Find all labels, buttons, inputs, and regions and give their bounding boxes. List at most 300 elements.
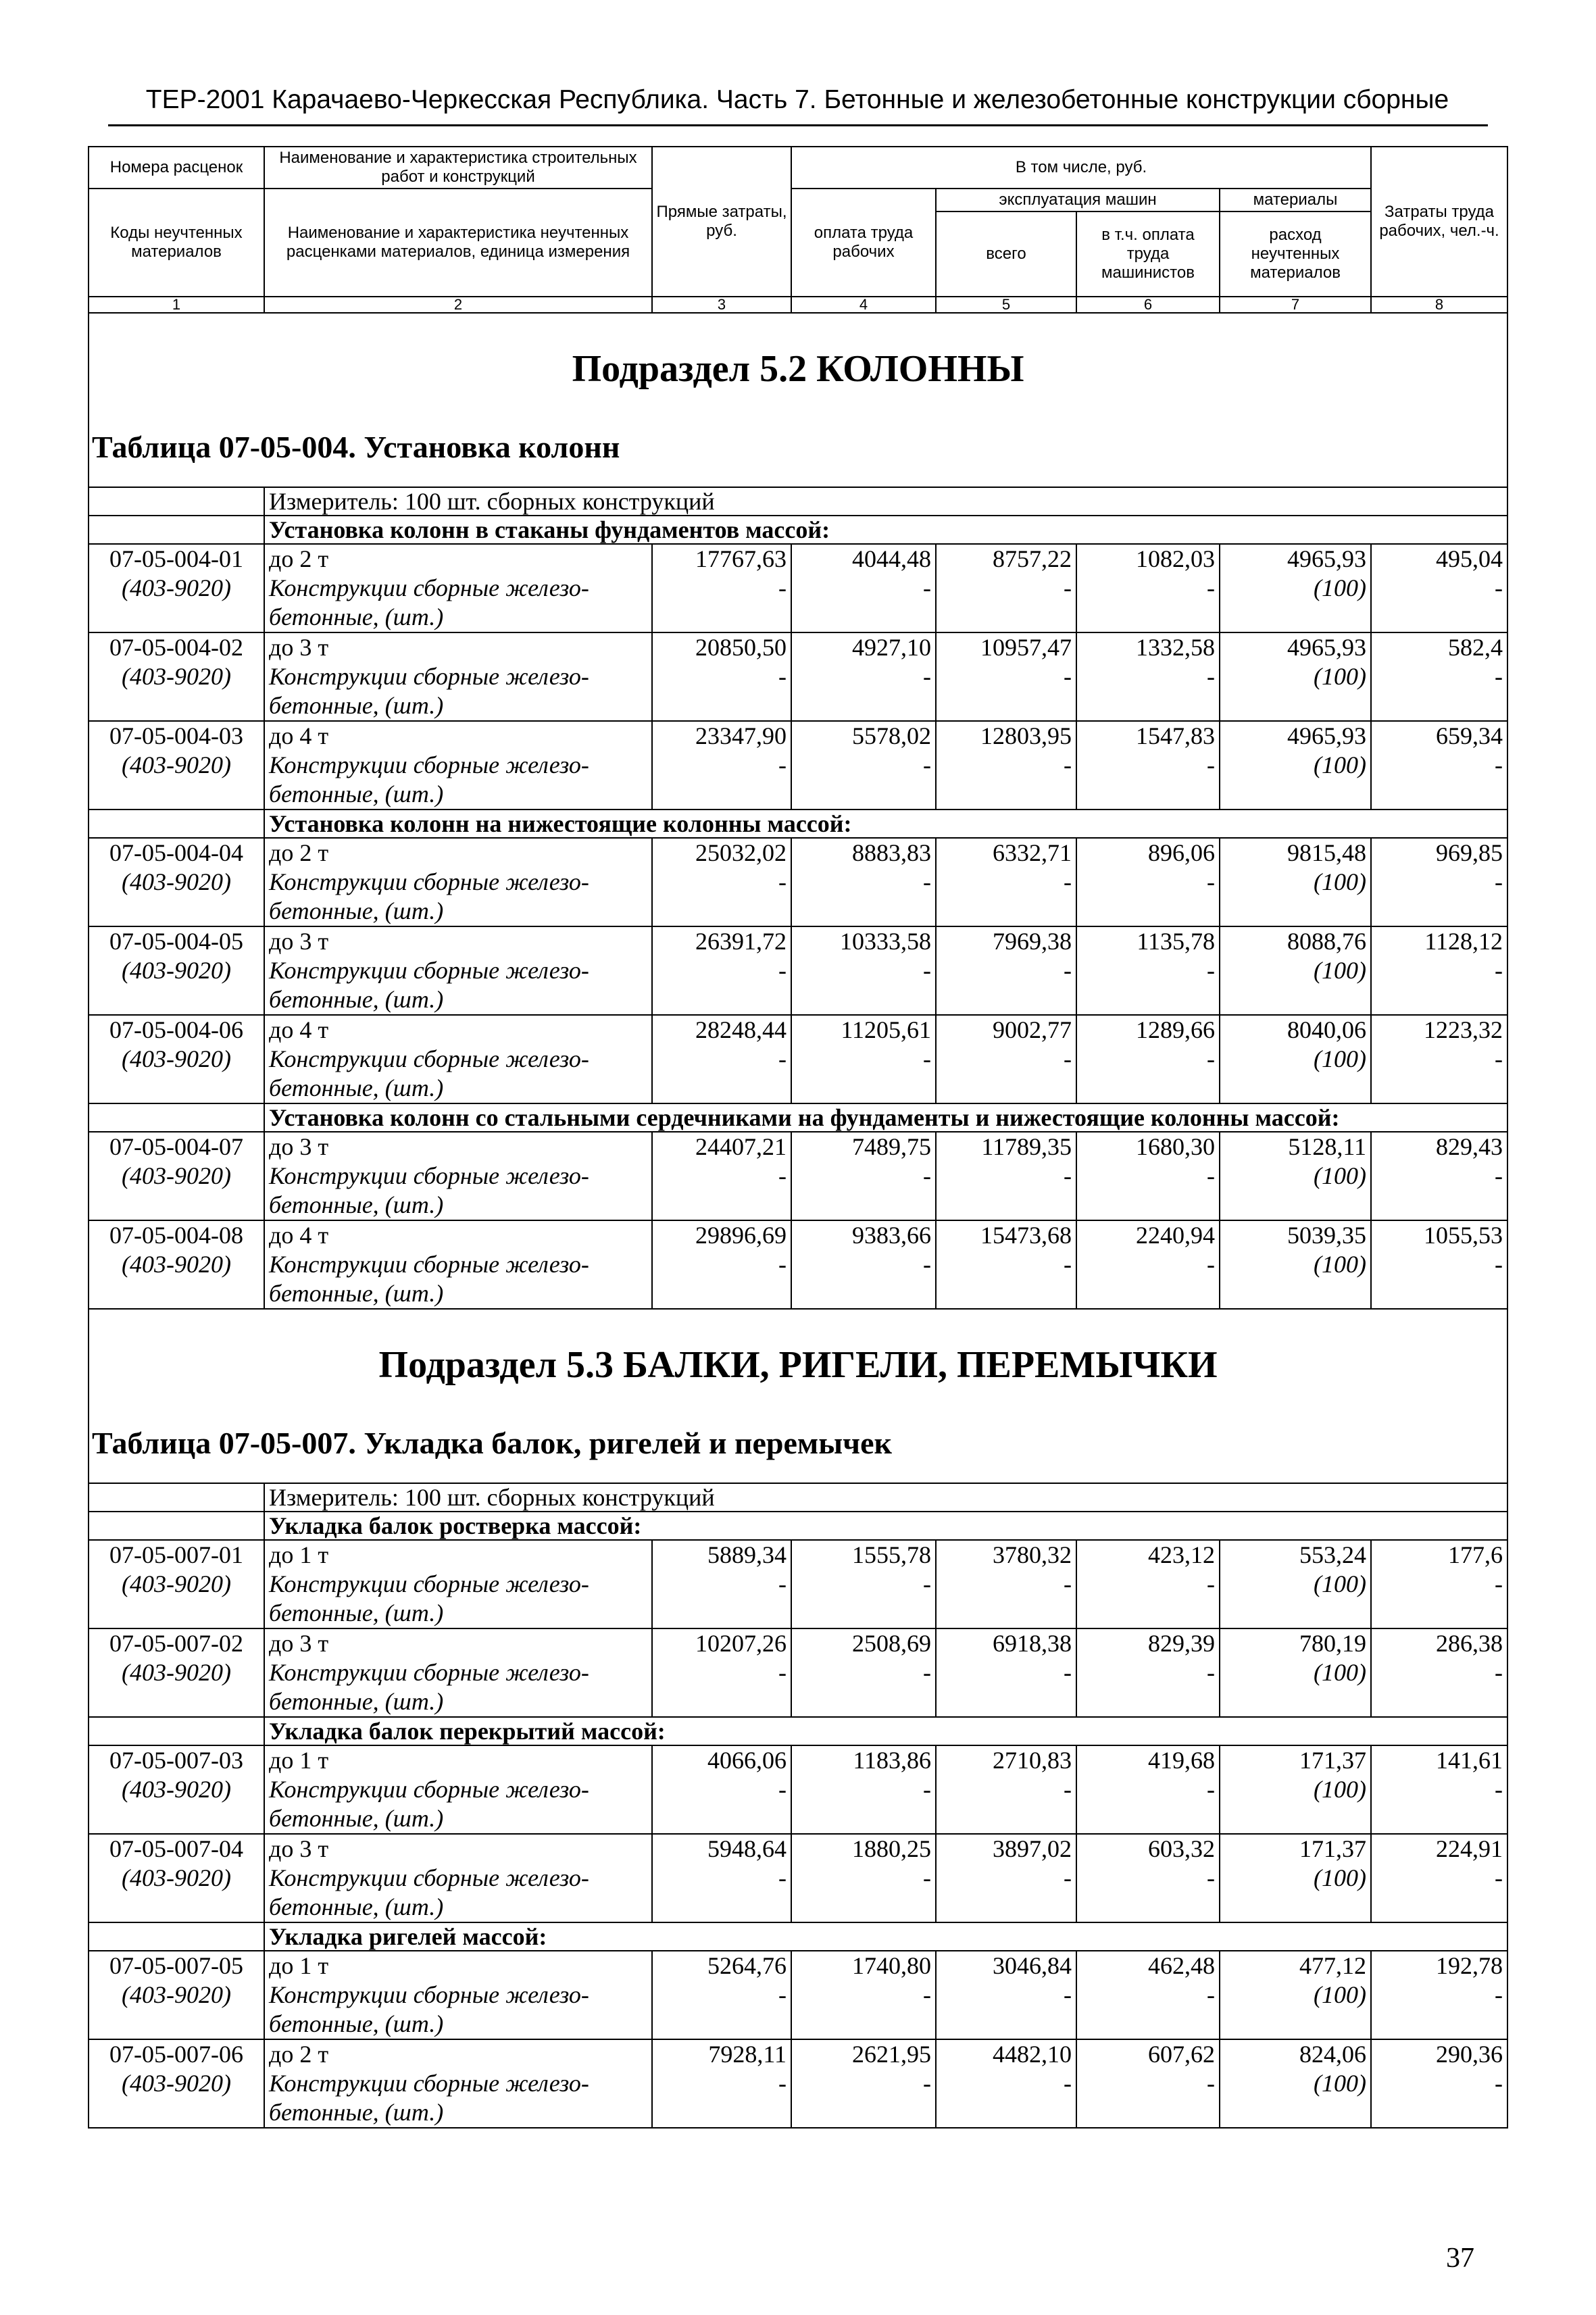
cell-m6: - xyxy=(1076,662,1220,691)
cell-m3: - xyxy=(652,1045,791,1074)
cell-m4: - xyxy=(791,1864,936,1893)
cell-m4: - xyxy=(791,868,936,897)
table-row xyxy=(89,721,1507,751)
table-row xyxy=(89,1834,1507,1864)
material-name-1: Конструкции сборные железо- xyxy=(264,956,652,985)
cell-m8: - xyxy=(1371,1570,1507,1599)
cell-c6: 1680,30 xyxy=(1076,1132,1220,1162)
rate-code: 07-05-004-03 xyxy=(89,721,264,751)
empty-cell xyxy=(936,1074,1076,1103)
cell-m4: - xyxy=(791,2069,936,2098)
cell-m5: - xyxy=(936,868,1076,897)
cell-c8: 224,91 xyxy=(1371,1834,1507,1864)
cell-m7: (100) xyxy=(1220,1045,1371,1074)
empty-cell xyxy=(1371,603,1507,632)
empty-cell xyxy=(1076,1599,1220,1628)
cell-m5: - xyxy=(936,662,1076,691)
empty-cell xyxy=(791,1191,936,1220)
cell-c6: 1332,58 xyxy=(1076,632,1220,662)
header-rule xyxy=(108,124,1488,126)
table-title: Таблица 07-05-007. Укладка балок, ригелей и перемычек xyxy=(89,1411,1507,1483)
empty-cell xyxy=(1371,1599,1507,1628)
empty-cell xyxy=(791,603,936,632)
empty-cell xyxy=(1076,2010,1220,2039)
cell-m5: - xyxy=(936,1658,1076,1687)
cell-c6: 896,06 xyxy=(1076,838,1220,868)
group-spacer xyxy=(89,1717,264,1745)
cell-m5: - xyxy=(936,1981,1076,2010)
empty-cell xyxy=(1076,1074,1220,1103)
cell-c4: 5578,02 xyxy=(791,721,936,751)
material-name-2: бетонные, (шт.) xyxy=(264,897,652,926)
rate-code: 07-05-004-01 xyxy=(89,544,264,574)
cell-m4: - xyxy=(791,956,936,985)
rate-code: 07-05-004-07 xyxy=(89,1132,264,1162)
cell-c3: 5264,76 xyxy=(652,1951,791,1981)
cell-m3: - xyxy=(652,2069,791,2098)
material-name-2: бетонные, (шт.) xyxy=(264,1279,652,1309)
material-name-2: бетонные, (шт.) xyxy=(264,1687,652,1717)
cell-c4: 1880,25 xyxy=(791,1834,936,1864)
empty-cell xyxy=(791,1279,936,1309)
cell-m7: (100) xyxy=(1220,1658,1371,1687)
empty-cell xyxy=(89,1599,264,1628)
empty-cell xyxy=(1220,1279,1371,1309)
empty-cell xyxy=(1076,2098,1220,2128)
material-name-1: Конструкции сборные железо- xyxy=(264,574,652,603)
material-code: (403-9020) xyxy=(89,1658,264,1687)
group-spacer xyxy=(89,1922,264,1951)
empty-cell xyxy=(791,1599,936,1628)
cell-m3: - xyxy=(652,1864,791,1893)
empty-cell xyxy=(791,1687,936,1717)
cell-c6: 423,12 xyxy=(1076,1540,1220,1570)
empty-cell xyxy=(791,1893,936,1922)
cell-c3: 5948,64 xyxy=(652,1834,791,1864)
col-num-4: 4 xyxy=(791,297,936,313)
cell-c6: 603,32 xyxy=(1076,1834,1220,1864)
empty-cell xyxy=(1220,985,1371,1015)
cell-c5: 9002,77 xyxy=(936,1015,1076,1045)
rate-code: 07-05-004-02 xyxy=(89,632,264,662)
cell-c3: 24407,21 xyxy=(652,1132,791,1162)
cell-c3: 29896,69 xyxy=(652,1220,791,1250)
cell-c5: 11789,35 xyxy=(936,1132,1076,1162)
work-name: до 2 т xyxy=(264,2039,652,2069)
cell-m3: - xyxy=(652,574,791,603)
cell-m7: (100) xyxy=(1220,1981,1371,2010)
empty-cell xyxy=(89,1804,264,1834)
cell-m7: (100) xyxy=(1220,751,1371,780)
empty-cell xyxy=(1076,691,1220,721)
cell-m6: - xyxy=(1076,1570,1220,1599)
cell-c7: 5128,11 xyxy=(1220,1132,1371,1162)
empty-cell xyxy=(791,2010,936,2039)
cell-c3: 10207,26 xyxy=(652,1628,791,1658)
measure-text: Измеритель: 100 шт. сборных конструкций xyxy=(264,487,1507,516)
material-name-2: бетонные, (шт.) xyxy=(264,691,652,721)
cell-c4: 8883,83 xyxy=(791,838,936,868)
material-name-2: бетонные, (шт.) xyxy=(264,1599,652,1628)
cell-m8: - xyxy=(1371,1250,1507,1279)
empty-cell xyxy=(1220,1191,1371,1220)
cell-c6: 419,68 xyxy=(1076,1745,1220,1775)
cell-m4: - xyxy=(791,1658,936,1687)
cell-m6: - xyxy=(1076,1775,1220,1804)
empty-cell xyxy=(89,2010,264,2039)
group-title: Укладка ригелей массой: xyxy=(264,1922,1507,1951)
cell-m7: (100) xyxy=(1220,956,1371,985)
cell-m6: - xyxy=(1076,956,1220,985)
cell-m5: - xyxy=(936,2069,1076,2098)
cell-c5: 15473,68 xyxy=(936,1220,1076,1250)
table-row xyxy=(89,838,1507,868)
empty-cell xyxy=(652,985,791,1015)
empty-cell xyxy=(791,1074,936,1103)
empty-cell xyxy=(652,2098,791,2128)
col7-head: расход неучтенных материалов xyxy=(1220,211,1371,297)
cell-m3: - xyxy=(652,1250,791,1279)
empty-cell xyxy=(791,2098,936,2128)
cell-c5: 3046,84 xyxy=(936,1951,1076,1981)
cell-c7: 9815,48 xyxy=(1220,838,1371,868)
material-name-1: Конструкции сборные железо- xyxy=(264,751,652,780)
cell-c6: 462,48 xyxy=(1076,1951,1220,1981)
empty-cell xyxy=(652,1599,791,1628)
empty-cell xyxy=(1220,1074,1371,1103)
group-title: Установка колонн со стальными сердечниками на фундаменты и нижестоящие колонны массой: xyxy=(264,1103,1507,1132)
col-num-6: 6 xyxy=(1076,297,1220,313)
col3-head: Прямые затраты, руб. xyxy=(652,147,791,297)
cell-c6: 1547,83 xyxy=(1076,721,1220,751)
empty-cell xyxy=(89,1687,264,1717)
col-num-2: 2 xyxy=(264,297,652,313)
cell-m8: - xyxy=(1371,1045,1507,1074)
page-header: ТЕР-2001 Карачаево-Черкесская Республика. Часть 7. Бетонные и железобетонные конструкции сборные xyxy=(145,85,1449,114)
cell-c7: 553,24 xyxy=(1220,1540,1371,1570)
empty-cell xyxy=(936,780,1076,810)
cell-c8: 582,4 xyxy=(1371,632,1507,662)
cell-c3: 5889,34 xyxy=(652,1540,791,1570)
material-code: (403-9020) xyxy=(89,1864,264,1893)
empty-cell xyxy=(1076,1804,1220,1834)
cell-c8: 290,36 xyxy=(1371,2039,1507,2069)
empty-cell xyxy=(1371,1279,1507,1309)
cell-m3: - xyxy=(652,956,791,985)
cell-c4: 9383,66 xyxy=(791,1220,936,1250)
cell-m5: - xyxy=(936,1250,1076,1279)
empty-cell xyxy=(936,1687,1076,1717)
cell-c7: 780,19 xyxy=(1220,1628,1371,1658)
cell-m6: - xyxy=(1076,1250,1220,1279)
col5-head: всего xyxy=(936,211,1076,297)
col1-head-b: Коды неучтенных материалов xyxy=(89,189,264,297)
cell-c8: 659,34 xyxy=(1371,721,1507,751)
cell-m5: - xyxy=(936,751,1076,780)
material-name-1: Конструкции сборные железо- xyxy=(264,662,652,691)
cell-m4: - xyxy=(791,1045,936,1074)
cell-c5: 4482,10 xyxy=(936,2039,1076,2069)
cell-c8: 495,04 xyxy=(1371,544,1507,574)
rate-code: 07-05-007-03 xyxy=(89,1745,264,1775)
cell-c8: 286,38 xyxy=(1371,1628,1507,1658)
empty-cell xyxy=(89,897,264,926)
cell-m7: (100) xyxy=(1220,2069,1371,2098)
cell-c8: 141,61 xyxy=(1371,1745,1507,1775)
cell-c4: 1740,80 xyxy=(791,1951,936,1981)
cell-c8: 1055,53 xyxy=(1371,1220,1507,1250)
cell-m8: - xyxy=(1371,868,1507,897)
material-code: (403-9020) xyxy=(89,956,264,985)
col-num-7: 7 xyxy=(1220,297,1371,313)
col-num-3: 3 xyxy=(652,297,791,313)
cell-m7: (100) xyxy=(1220,574,1371,603)
cell-m4: - xyxy=(791,1981,936,2010)
empty-cell xyxy=(936,1804,1076,1834)
empty-cell xyxy=(1371,1074,1507,1103)
empty-cell xyxy=(936,603,1076,632)
page-number: 37 xyxy=(1446,2243,1474,2274)
cell-c3: 26391,72 xyxy=(652,926,791,956)
empty-cell xyxy=(652,691,791,721)
cell-c3: 20850,50 xyxy=(652,632,791,662)
material-code: (403-9020) xyxy=(89,1045,264,1074)
cell-m8: - xyxy=(1371,574,1507,603)
cell-m8: - xyxy=(1371,1981,1507,2010)
empty-cell xyxy=(89,1893,264,1922)
empty-cell xyxy=(791,985,936,1015)
empty-cell xyxy=(936,2010,1076,2039)
group-title: Установка колонн в стаканы фундаментов массой: xyxy=(264,516,1507,544)
empty-cell xyxy=(791,691,936,721)
rate-code: 07-05-004-05 xyxy=(89,926,264,956)
empty-cell xyxy=(1220,1804,1371,1834)
cell-m4: - xyxy=(791,574,936,603)
material-name-1: Конструкции сборные железо- xyxy=(264,1658,652,1687)
empty-cell xyxy=(1371,1687,1507,1717)
rate-code: 07-05-004-06 xyxy=(89,1015,264,1045)
material-name-1: Конструкции сборные железо- xyxy=(264,1250,652,1279)
material-code: (403-9020) xyxy=(89,574,264,603)
empty-cell xyxy=(652,1804,791,1834)
work-name: до 4 т xyxy=(264,1015,652,1045)
empty-cell xyxy=(1371,691,1507,721)
col4-head: оплата труда рабочих xyxy=(791,189,936,297)
cell-m4: - xyxy=(791,1250,936,1279)
empty-cell xyxy=(652,1279,791,1309)
empty-cell xyxy=(1371,780,1507,810)
empty-cell xyxy=(936,1893,1076,1922)
cell-m3: - xyxy=(652,662,791,691)
empty-cell xyxy=(1076,1893,1220,1922)
empty-cell xyxy=(1371,2010,1507,2039)
material-name-2: бетонные, (шт.) xyxy=(264,603,652,632)
cell-c3: 23347,90 xyxy=(652,721,791,751)
rate-code: 07-05-007-02 xyxy=(89,1628,264,1658)
cell-m6: - xyxy=(1076,1045,1220,1074)
empty-cell xyxy=(1371,1893,1507,1922)
empty-cell xyxy=(89,691,264,721)
empty-cell xyxy=(1076,1191,1220,1220)
cell-c6: 607,62 xyxy=(1076,2039,1220,2069)
empty-cell xyxy=(936,985,1076,1015)
cell-c5: 8757,22 xyxy=(936,544,1076,574)
work-name: до 3 т xyxy=(264,1628,652,1658)
empty-cell xyxy=(791,1804,936,1834)
empty-cell xyxy=(791,897,936,926)
cell-m3: - xyxy=(652,1570,791,1599)
cell-c4: 11205,61 xyxy=(791,1015,936,1045)
cell-m7: (100) xyxy=(1220,1864,1371,1893)
cell-c5: 3897,02 xyxy=(936,1834,1076,1864)
empty-cell xyxy=(652,780,791,810)
cell-c7: 8088,76 xyxy=(1220,926,1371,956)
material-code: (403-9020) xyxy=(89,1162,264,1191)
cell-c8: 192,78 xyxy=(1371,1951,1507,1981)
empty-cell xyxy=(89,1191,264,1220)
col-num-1: 1 xyxy=(89,297,264,313)
cell-c6: 1082,03 xyxy=(1076,544,1220,574)
cell-m5: - xyxy=(936,1864,1076,1893)
cell-c5: 10957,47 xyxy=(936,632,1076,662)
cell-m4: - xyxy=(791,751,936,780)
empty-cell xyxy=(791,780,936,810)
material-code: (403-9020) xyxy=(89,1570,264,1599)
section-title: Подраздел 5.2 КОЛОННЫ xyxy=(89,313,1507,415)
cell-m8: - xyxy=(1371,1162,1507,1191)
rate-code: 07-05-007-01 xyxy=(89,1540,264,1570)
cell-m6: - xyxy=(1076,1981,1220,2010)
empty-cell xyxy=(1220,691,1371,721)
cell-c8: 1223,32 xyxy=(1371,1015,1507,1045)
cell-c6: 1135,78 xyxy=(1076,926,1220,956)
measure-text: Измеритель: 100 шт. сборных конструкций xyxy=(264,1483,1507,1512)
empty-cell xyxy=(1220,2098,1371,2128)
empty-cell xyxy=(89,1074,264,1103)
empty-cell xyxy=(1076,603,1220,632)
group-spacer xyxy=(89,516,264,544)
rate-code: 07-05-004-08 xyxy=(89,1220,264,1250)
material-code: (403-9020) xyxy=(89,662,264,691)
material-name-1: Конструкции сборные железо- xyxy=(264,2069,652,2098)
material-name-2: бетонные, (шт.) xyxy=(264,780,652,810)
material-name-2: бетонные, (шт.) xyxy=(264,1074,652,1103)
cell-c3: 17767,63 xyxy=(652,544,791,574)
cell-c3: 7928,11 xyxy=(652,2039,791,2069)
group-spacer xyxy=(89,810,264,838)
col1-head-a: Номера расценок xyxy=(89,147,264,189)
table-row xyxy=(89,632,1507,662)
empty-cell xyxy=(89,1279,264,1309)
cell-c8: 1128,12 xyxy=(1371,926,1507,956)
empty-cell xyxy=(652,897,791,926)
group-title: Укладка балок ростверка массой: xyxy=(264,1512,1507,1540)
table-row xyxy=(89,1132,1507,1162)
cell-m4: - xyxy=(791,1162,936,1191)
material-code: (403-9020) xyxy=(89,868,264,897)
cell-m4: - xyxy=(791,662,936,691)
cell-c5: 6918,38 xyxy=(936,1628,1076,1658)
empty-cell xyxy=(89,603,264,632)
cell-m5: - xyxy=(936,574,1076,603)
work-name: до 2 т xyxy=(264,838,652,868)
table-title: Таблица 07-05-004. Установка колонн xyxy=(89,415,1507,487)
empty-cell xyxy=(1371,897,1507,926)
material-name-1: Конструкции сборные железо- xyxy=(264,1162,652,1191)
cell-m8: - xyxy=(1371,2069,1507,2098)
cell-m5: - xyxy=(936,1045,1076,1074)
cell-c7: 5039,35 xyxy=(1220,1220,1371,1250)
empty-cell xyxy=(652,1687,791,1717)
cell-m7: (100) xyxy=(1220,1162,1371,1191)
work-name: до 4 т xyxy=(264,721,652,751)
cell-c6: 829,39 xyxy=(1076,1628,1220,1658)
empty-cell xyxy=(1220,603,1371,632)
work-name: до 3 т xyxy=(264,1834,652,1864)
cell-m5: - xyxy=(936,1162,1076,1191)
empty-cell xyxy=(1220,1599,1371,1628)
table-row xyxy=(89,2039,1507,2069)
material-code: (403-9020) xyxy=(89,2069,264,2098)
work-name: до 1 т xyxy=(264,1540,652,1570)
cell-m8: - xyxy=(1371,751,1507,780)
cell-m3: - xyxy=(652,1162,791,1191)
cell-m8: - xyxy=(1371,662,1507,691)
cell-c4: 10333,58 xyxy=(791,926,936,956)
cell-c7: 4965,93 xyxy=(1220,721,1371,751)
empty-cell xyxy=(1371,1191,1507,1220)
empty-cell xyxy=(89,2098,264,2128)
cell-m6: - xyxy=(1076,1658,1220,1687)
material-code: (403-9020) xyxy=(89,1250,264,1279)
cell-c7: 4965,93 xyxy=(1220,544,1371,574)
cell-m8: - xyxy=(1371,1864,1507,1893)
col2-head-a: Наименование и характеристика строительных работ и конструкций xyxy=(264,147,652,189)
empty-cell xyxy=(652,1074,791,1103)
cell-m8: - xyxy=(1371,1658,1507,1687)
empty-cell xyxy=(652,603,791,632)
empty-cell xyxy=(1076,1687,1220,1717)
empty-cell xyxy=(1220,897,1371,926)
material-name-1: Конструкции сборные железо- xyxy=(264,1981,652,2010)
cell-m6: - xyxy=(1076,574,1220,603)
cell-c4: 4927,10 xyxy=(791,632,936,662)
cell-m7: (100) xyxy=(1220,662,1371,691)
group-spacer xyxy=(89,1512,264,1540)
col-num-5: 5 xyxy=(936,297,1076,313)
table-row xyxy=(89,1015,1507,1045)
work-name: до 1 т xyxy=(264,1951,652,1981)
table-row xyxy=(89,926,1507,956)
empty-cell xyxy=(936,1191,1076,1220)
cell-c6: 2240,94 xyxy=(1076,1220,1220,1250)
cell-c4: 1555,78 xyxy=(791,1540,936,1570)
empty-cell xyxy=(89,985,264,1015)
work-name: до 3 т xyxy=(264,1132,652,1162)
cell-c3: 25032,02 xyxy=(652,838,791,868)
empty-cell xyxy=(936,691,1076,721)
empty-cell xyxy=(936,2098,1076,2128)
material-name-2: бетонные, (шт.) xyxy=(264,1191,652,1220)
table-row xyxy=(89,1220,1507,1250)
cell-c7: 477,12 xyxy=(1220,1951,1371,1981)
empty-cell xyxy=(1371,985,1507,1015)
cell-m7: (100) xyxy=(1220,1250,1371,1279)
work-name: до 3 т xyxy=(264,632,652,662)
cell-m3: - xyxy=(652,1658,791,1687)
cell-m7: (100) xyxy=(1220,1775,1371,1804)
work-name: до 3 т xyxy=(264,926,652,956)
